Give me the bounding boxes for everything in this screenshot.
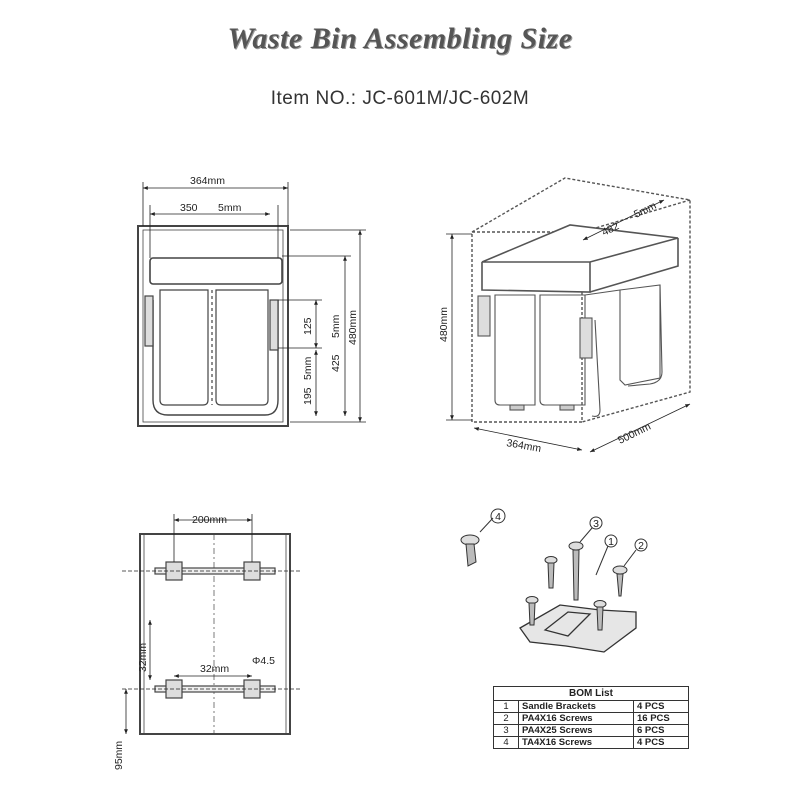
bom-row-name: TA4X16 Screws (519, 737, 634, 749)
iso-frame (592, 285, 662, 416)
front-gap-top: 5mm (218, 202, 242, 214)
table-row (494, 737, 689, 749)
page-title: Waste Bin Assembling Size (227, 22, 573, 55)
front-dim-425: 425 (330, 354, 342, 372)
iso-cabinet-outline (472, 178, 690, 422)
bom-row-name: PA4X25 Screws (519, 725, 634, 737)
plan-cabinet-outline (140, 534, 290, 734)
plan-view (140, 534, 290, 734)
front-dim-5mm-a: 5mm (330, 314, 342, 338)
bom-row-qty: 16 PCS (634, 713, 689, 725)
plan-dimensions (122, 514, 300, 734)
bom-row-qty: 6 PCS (634, 725, 689, 737)
front-dim-125: 125 (302, 317, 314, 335)
plan-hole-spacing: 32mm (200, 663, 230, 675)
screw-4-icon (461, 518, 493, 566)
plan-dimension-labels (113, 514, 275, 770)
iso-bin-front-left (495, 295, 535, 405)
callout-1: 1 (608, 536, 614, 548)
item-number: Item NO.: JC-601M/JC-602M (270, 88, 530, 109)
bom-row-no: 3 (494, 725, 519, 737)
bom-table (493, 686, 689, 749)
bom-row-name: Sandle Brackets (519, 701, 634, 713)
screw-3-icon (569, 528, 592, 600)
front-view (138, 226, 288, 426)
iso-height: 480mm (438, 306, 450, 342)
iso-bin-front-right (540, 295, 585, 405)
iso-width: 364mm (505, 437, 543, 456)
iso-bracket-left (478, 296, 490, 336)
front-dim-5mm-b: 5mm (302, 356, 314, 380)
front-width-total: 364mm (190, 175, 226, 187)
bom-row-qty: 4 PCS (634, 737, 689, 749)
plan-vertical-32: 32mm (137, 642, 149, 672)
front-bracket-left (145, 296, 153, 346)
screw-2-icon (613, 550, 636, 596)
front-lid (150, 258, 282, 284)
callout-4: 4 (495, 511, 501, 523)
iso-gap: 5mm (632, 199, 659, 221)
plan-bottom-95: 95mm (113, 740, 125, 770)
hardware-parts (461, 509, 647, 652)
front-bin-left (160, 290, 208, 405)
front-bracket-right (270, 300, 278, 350)
bom-row-name: PA4X16 Screws (519, 713, 634, 725)
bom-row-qty: 4 PCS (634, 701, 689, 713)
front-bin-right (216, 290, 268, 405)
front-width-inner: 350 (180, 202, 198, 214)
front-dim-480: 480mm (347, 309, 359, 345)
iso-depth-500: 500mm (616, 420, 653, 447)
front-dim-195: 195 (302, 387, 314, 405)
front-dimensions (143, 182, 366, 422)
bom-title: BOM List (494, 687, 689, 701)
bom-row-no: 2 (494, 713, 519, 725)
callout-3: 3 (593, 518, 599, 530)
table-row (494, 725, 689, 737)
table-row (494, 701, 689, 713)
iso-depth-482: 482 (600, 220, 622, 239)
callout-2: 2 (638, 540, 644, 552)
iso-bin-back (620, 285, 660, 385)
iso-bracket-right (580, 318, 592, 358)
plan-rail-spacing: 200mm (192, 514, 228, 526)
sandle-bracket-icon (520, 605, 636, 652)
plan-hole-dia: Φ4.5 (252, 655, 275, 667)
iso-view (472, 178, 690, 422)
bom-row-no: 1 (494, 701, 519, 713)
iso-lid (482, 225, 678, 292)
table-row (494, 713, 689, 725)
bom-row-no: 4 (494, 737, 519, 749)
